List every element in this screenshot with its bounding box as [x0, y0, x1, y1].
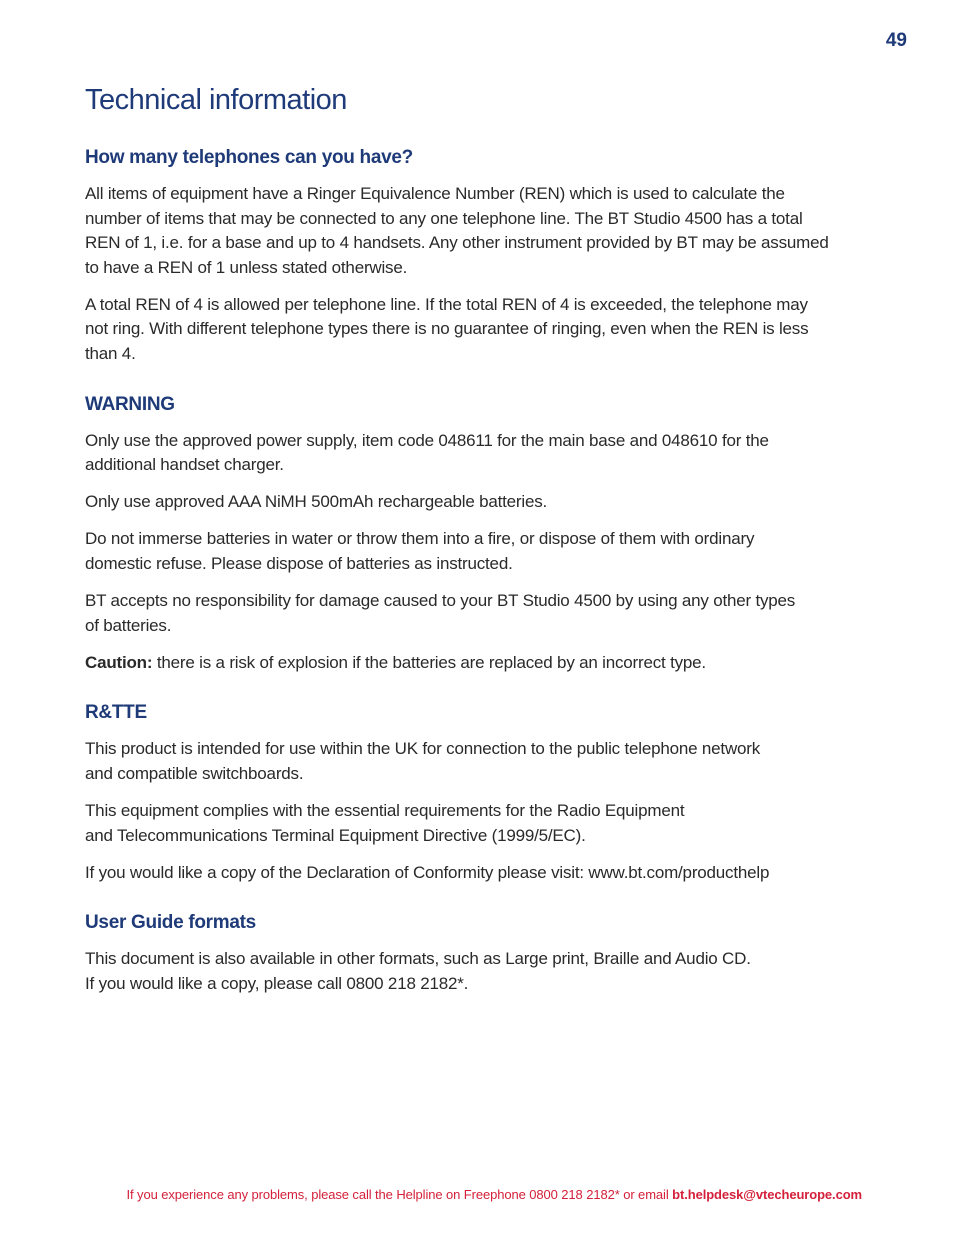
- paragraph: [85, 527, 875, 576]
- section-user-guide-formats: [85, 911, 875, 996]
- text-line: This product is intended for use within the UK for connection to the public telephone network: [85, 739, 761, 759]
- text-line: All items of equipment have a Ringer Equivalence Number (REN) which is used to calculate the: [85, 184, 785, 203]
- section-warning: [85, 393, 875, 676]
- page-title: Technical information: [85, 84, 347, 116]
- text-line: This equipment complies with the essential requirements for the Radio Equipment: [85, 801, 685, 821]
- paragraph: [85, 589, 875, 638]
- paragraph: [85, 947, 875, 996]
- section-heading: R&TTE: [85, 702, 147, 724]
- page-number: 49: [885, 30, 907, 51]
- paragraph: [85, 737, 875, 786]
- section-heading: WARNING: [85, 393, 175, 415]
- caution-text: there is a risk of explosion if the batteries are replaced by an incorrect type.: [152, 652, 706, 672]
- paragraph: [85, 861, 875, 886]
- text-line: Only use approved AAA NiMH 500mAh rechargeable batteries.: [85, 492, 548, 512]
- paragraph: [85, 293, 875, 367]
- paragraph: [85, 799, 875, 848]
- document-body: [85, 82, 875, 1023]
- text-line: number of items that may be connected to any one telephone line. The BT Studio 4500 has a total: [85, 208, 803, 228]
- text-line: and Telecommunications Terminal Equipment Directive (1999/5/EC).: [85, 825, 586, 845]
- section-heading: User Guide formats: [85, 912, 256, 934]
- text-line: domestic refuse. Please dispose of batteries as instructed.: [85, 554, 513, 574]
- section-rtte: [85, 701, 875, 885]
- text-line: If you would like a copy, please call 0800 218 2182*.: [85, 973, 469, 993]
- paragraph: [85, 429, 875, 478]
- paragraph: [85, 490, 875, 515]
- paragraph: [85, 182, 875, 280]
- caution-label: Caution:: [85, 652, 153, 672]
- text-line: BT accepts no responsibility for damage caused to your BT Studio 4500 by using any other types: [85, 591, 796, 611]
- text-line: A total REN of 4 is allowed per telephone line. If the total REN of 4 is exceeded, the telephone may: [85, 294, 808, 314]
- section-heading: How many telephones can you have?: [85, 147, 413, 168]
- text-line: than 4.: [85, 344, 136, 364]
- helpdesk-email: bt.helpdesk@vtecheurope.com: [672, 1187, 862, 1202]
- text-line: This document is also available in other formats, such as Large print, Braille and Audio CD.: [85, 949, 751, 969]
- caution-paragraph: [85, 651, 875, 676]
- text-line: additional handset charger.: [85, 455, 284, 475]
- text-line: Only use the approved power supply, item code 048611 for the main base and 048610 for the: [85, 430, 769, 450]
- text-line: If you would like a copy of the Declaration of Conformity please visit: www.bt.com/producthelp: [85, 862, 770, 882]
- text-line: to have a REN of 1 unless stated otherwise.: [85, 257, 408, 277]
- helpline-footer: [127, 1187, 862, 1202]
- footer-text: If you experience any problems, please call the Helpline on Freephone 0800 218 2182* or email: [126, 1187, 673, 1202]
- text-line: not ring. With different telephone types there is no guarantee of ringing, even when the REN is less: [85, 319, 809, 339]
- text-line: Do not immerse batteries in water or throw them into a fire, or dispose of them with ordinary: [85, 529, 755, 549]
- text-line: and compatible switchboards.: [85, 764, 304, 783]
- text-line: REN of 1, i.e. for a base and up to 4 handsets. Any other instrument provided by BT may be assumed: [85, 233, 829, 253]
- text-line: of batteries.: [85, 615, 172, 635]
- section-how-many-telephones: [85, 146, 875, 367]
